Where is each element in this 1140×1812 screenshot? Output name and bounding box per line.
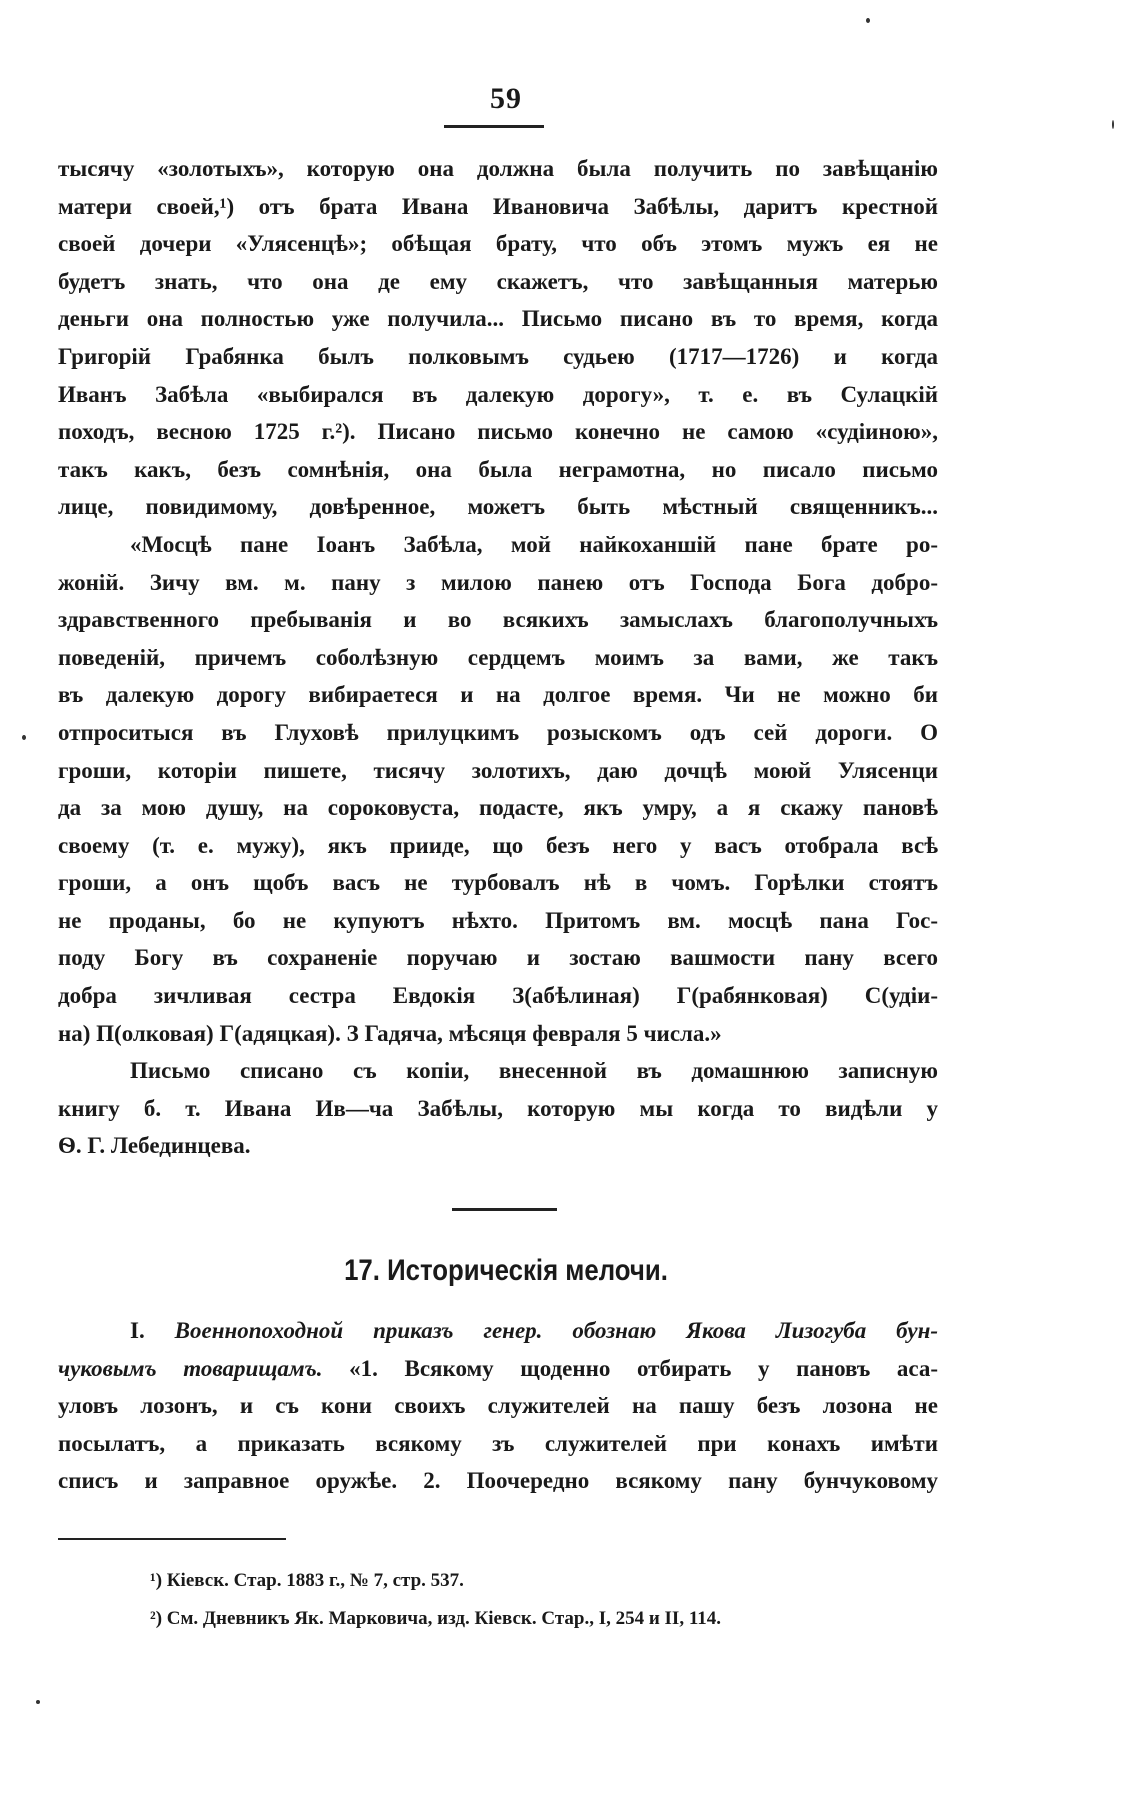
- italic-heading: чуковымъ товарищамъ.: [58, 1355, 323, 1381]
- text-line: уловъ лозонъ, и съ кони своихъ служителей на пашу безъ лозона не: [58, 1393, 938, 1419]
- text-line: будетъ знать, что она де ему скажетъ, что завѣщанныя матерью: [58, 268, 938, 294]
- text-line: походъ, весною 1725 г.²). Писано письмо конечно не самою «судіиною»,: [58, 419, 938, 445]
- text-line: Письмо списано съ копіи, внесенной въ домашнюю записную: [130, 1058, 938, 1084]
- text-line: Ѳ. Г. Лебединцева.: [58, 1133, 251, 1159]
- text-line: въ далекую дорогу вибираетеся и на долгое время. Чи не можно би: [58, 682, 938, 708]
- page-number: 59: [490, 82, 522, 115]
- text-line: [58, 1312, 938, 1350]
- text-line: своему (т. е. мужу), якъ прииде, що безъ него у васъ отобрала всѣ: [58, 832, 938, 858]
- text-line: здравственного пребыванія и во всякихъ замыслахъ благополучныхъ: [58, 607, 938, 633]
- text-line: Иванъ Забѣла «выбирался въ далекую дорогу», т. е. въ Сулацкій: [58, 381, 938, 407]
- text-line: поду Богу въ сохраненіе поручаю и зостаю вашмости пану всего: [58, 945, 938, 971]
- text-line: отпроситыся въ Глуховѣ прилуцкимъ розыскомъ одъ сей дороги. О: [58, 719, 938, 745]
- text-line: поведеній, причемъ соболѣзную сердцемъ моимъ за вами, же такъ: [58, 644, 938, 670]
- section-title: 17. Историческія мелочи.: [344, 1254, 668, 1287]
- text-line: Григорій Грабянка былъ полковымъ судьею (1717—1726) и когда: [58, 343, 938, 369]
- section-divider: [452, 1208, 557, 1211]
- print-speck: [1112, 120, 1114, 129]
- text-line: «Мосцѣ пане Іоанъ Забѣла, мой найкоханшій пане брате ро-: [130, 531, 938, 557]
- text-line: книгу б. т. Ивана Ив—ча Забѣлы, которую мы когда то видѣли у: [58, 1095, 938, 1121]
- text-line: лице, повидимому, довѣренное, можетъ быть мѣстный священникъ...: [58, 494, 938, 520]
- footnote-rule: [58, 1538, 286, 1540]
- footnote: ²) См. Дневникъ Як. Марковича, изд. Кіевск. Стар., І, 254 и ІІ, 114.: [150, 1608, 722, 1629]
- order-text: «1. Всякому щоденно отбирать у пановъ аса-: [322, 1355, 939, 1381]
- print-speck: [22, 735, 26, 740]
- section-paragraph: [58, 1312, 938, 1500]
- print-speck: [866, 18, 870, 23]
- footnotes: [150, 1562, 721, 1638]
- text-line: жоній. Зичу вм. м. пану з милою панею отъ Господа Бога добро-: [58, 569, 938, 595]
- text-line: да за мою душу, на сороковуста, подасте, якъ умру, а я скажу пановѣ: [58, 795, 938, 821]
- footnote: ¹) Кіевск. Стар. 1883 г., № 7, стр. 537.: [150, 1570, 464, 1591]
- text-line: списъ и заправное оружѣе. 2. Поочередно всякому пану бунчуковому: [58, 1468, 938, 1494]
- page-number-rule: [444, 125, 544, 128]
- text-line: деньги она полностью уже получила... Письмо писано въ то время, когда: [58, 306, 938, 332]
- print-speck: [36, 1700, 40, 1704]
- text-line: такъ какъ, безъ сомнѣнія, она была неграмотна, но писало письмо: [58, 456, 938, 482]
- text-line: своей дочери «Улясенцѣ»; обѣщая брату, что объ этомъ мужъ ея не: [58, 231, 938, 257]
- text-line: добра зичливая сестра Евдокія З(абѣлиная) Г(рабянковая) С(удіи-: [58, 983, 938, 1009]
- italic-heading: Военнопоходной приказъ генер. обознаю Якова Лизогуба бун-: [174, 1318, 938, 1343]
- text-line: на) П(олковая) Г(адяцкая). З Гадяча, мѣсяця февраля 5 числа.»: [58, 1020, 722, 1046]
- section-numeral: I.: [130, 1318, 145, 1343]
- text-line: посылатъ, а приказать всякому зъ служителей при конахъ имѣти: [58, 1430, 938, 1456]
- text-line: [58, 1350, 938, 1388]
- text-line: гроши, а онъ щобъ васъ не турбовалъ нѣ в чомъ. Горѣлки стоятъ: [58, 870, 938, 896]
- text-line: гроши, которіи пишете, тисячу золотихъ, даю дочцѣ моюй Улясенци: [58, 757, 938, 783]
- text-line: матери своей,¹) отъ брата Ивана Ивановича Забѣлы, даритъ крестной: [58, 193, 938, 219]
- main-text-block: [58, 150, 938, 1165]
- text-line: не проданы, бо не купуютъ нѣхто. Притомъ вм. мосцѣ пана Гос-: [58, 907, 938, 933]
- text-line: тысячу «золотыхъ», которую она должна была получить по завѣщанію: [58, 156, 938, 181]
